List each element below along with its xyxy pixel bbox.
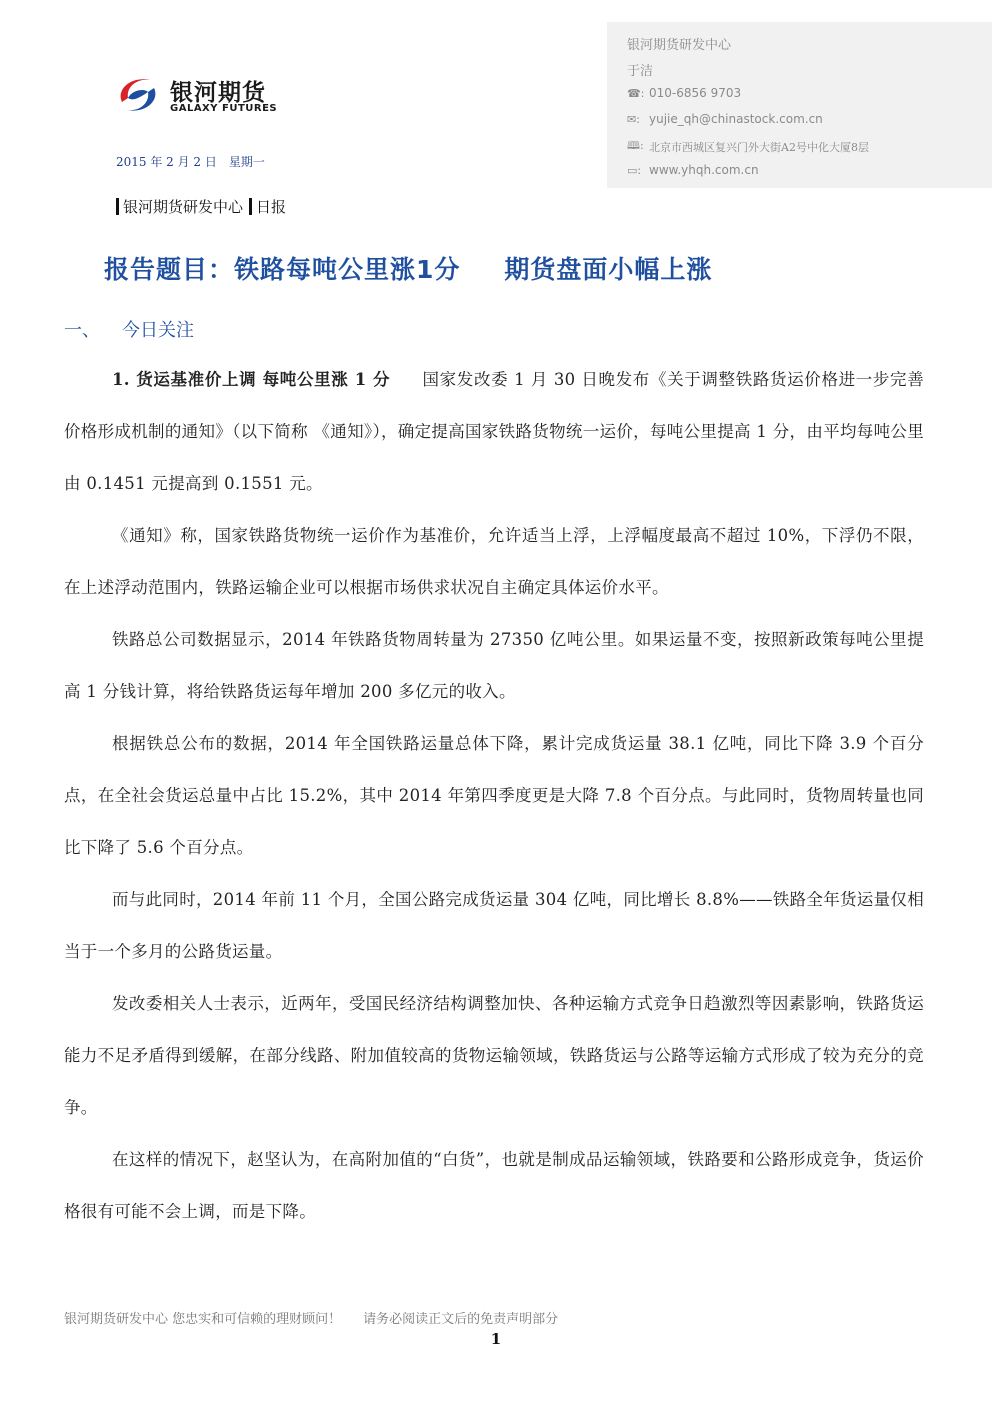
- web-icon: ▭:: [627, 163, 642, 177]
- contact-email: ✉: yujie_qh@chinastock.com.cn: [627, 112, 823, 126]
- contact-person: 于洁: [627, 64, 654, 79]
- paragraph: 在这样的情况下，赵坚认为，在高附加值的“白货”，也就是制成品运输领域，铁路要和公路形成竞争，货运价格很有可能不会上调，而是下降。: [64, 1150, 924, 1221]
- galaxy-logo-mark: [112, 72, 164, 118]
- address-icon: 🕮:: [627, 139, 644, 152]
- contact-address: 🕮: 北京市西城区复兴门外大街A2号中化大厦8层: [627, 137, 869, 156]
- contact-panel: [607, 22, 992, 188]
- report-category-tag: [116, 196, 286, 217]
- contact-website: ▭: www.yhqh.com.cn: [627, 163, 759, 177]
- section-number: 一、: [64, 320, 100, 341]
- report-date: 2015 年 2 月 2 日 星期一: [116, 155, 265, 169]
- tag-type: 日报: [256, 198, 287, 216]
- paragraph: 《通知》称，国家铁路货物统一运价作为基准价，允许适当上浮，上浮幅度最高不超过 10%，下浮仍不限，在上述浮动范围内，铁路运输企业可以根据市场供求状况自主确定具体运价水平。: [64, 526, 924, 597]
- section-heading: [64, 316, 194, 342]
- paragraph-lead: 1. 货运基准价上调 每吨公里涨 1 分: [112, 370, 391, 389]
- logo-chinese-name: 银河期货: [170, 80, 266, 106]
- paragraph: 而与此同时，2014 年前 11 个月，全国公路完成货运量 304 亿吨，同比增长 8.8%——铁路全年货运量仅相当于一个多月的公路货运量。: [64, 890, 924, 961]
- page-number: 1: [490, 1330, 502, 1348]
- tag-org: 银河期货研发中心: [123, 198, 244, 216]
- company-logo: [112, 70, 312, 122]
- footer-slogan: 银河期货研发中心 您忠实和可信赖的理财顾问！: [64, 1312, 342, 1327]
- tag-bar: [116, 198, 119, 215]
- tag-bar: [249, 198, 252, 215]
- logo-english-name: GALAXY FUTURES: [170, 103, 278, 114]
- contact-phone: ☎: 010-6856 9703: [627, 86, 742, 100]
- mail-icon: ✉:: [627, 112, 640, 126]
- paragraph: 1. 货运基准价上调 每吨公里涨 1 分 国家发改委 1 月 30 日晚发布《关于调整铁路货运价格进一步完善价格形成机制的通知》（以下简称 《通知》），确定提高国家铁路货物统一运价，每吨公里提高 1 分，由平均每吨公里由 0.1451 元提高到 0.1551 元。: [64, 370, 925, 493]
- report-title: [104, 250, 712, 286]
- paragraph: 根据铁总公布的数据，2014 年全国铁路运量总体下降，累计完成货运量 38.1 亿吨，同比下降 3.9 个百分点，在全社会货运总量中占比 15.2%，其中 2014 年第四季度更是大降 7.8 个百分点。与此同时，货物周转量也同比下降了 5.6 个百分点。: [64, 734, 924, 857]
- contact-org: 银河期货研发中心: [627, 38, 732, 53]
- section-title: 今日关注: [122, 320, 194, 341]
- title-sub: 期货盘面小幅上涨: [504, 255, 713, 284]
- page-footer: [64, 1308, 558, 1327]
- phone-icon: ☎:: [627, 86, 645, 100]
- paragraph: 发改委相关人士表示，近两年，受国民经济结构调整加快、各种运输方式竞争日趋激烈等因素影响，铁路货运能力不足矛盾得到缓解，在部分线路、附加值较高的货物运输领域，铁路货运与公路等运输方式形成了较为充分的竞争。: [64, 994, 924, 1117]
- article-body: [64, 354, 924, 1238]
- footer-disclaimer: 请务必阅读正文后的免责声明部分: [363, 1312, 559, 1327]
- paragraph: 铁路总公司数据显示，2014 年铁路货物周转量为 27350 亿吨公里。如果运量不变，按照新政策每吨公里提高 1 分钱计算，将给铁路货运每年增加 200 多亿元的收入。: [64, 630, 924, 701]
- title-main: 报告题目：铁路每吨公里涨1分: [104, 255, 461, 284]
